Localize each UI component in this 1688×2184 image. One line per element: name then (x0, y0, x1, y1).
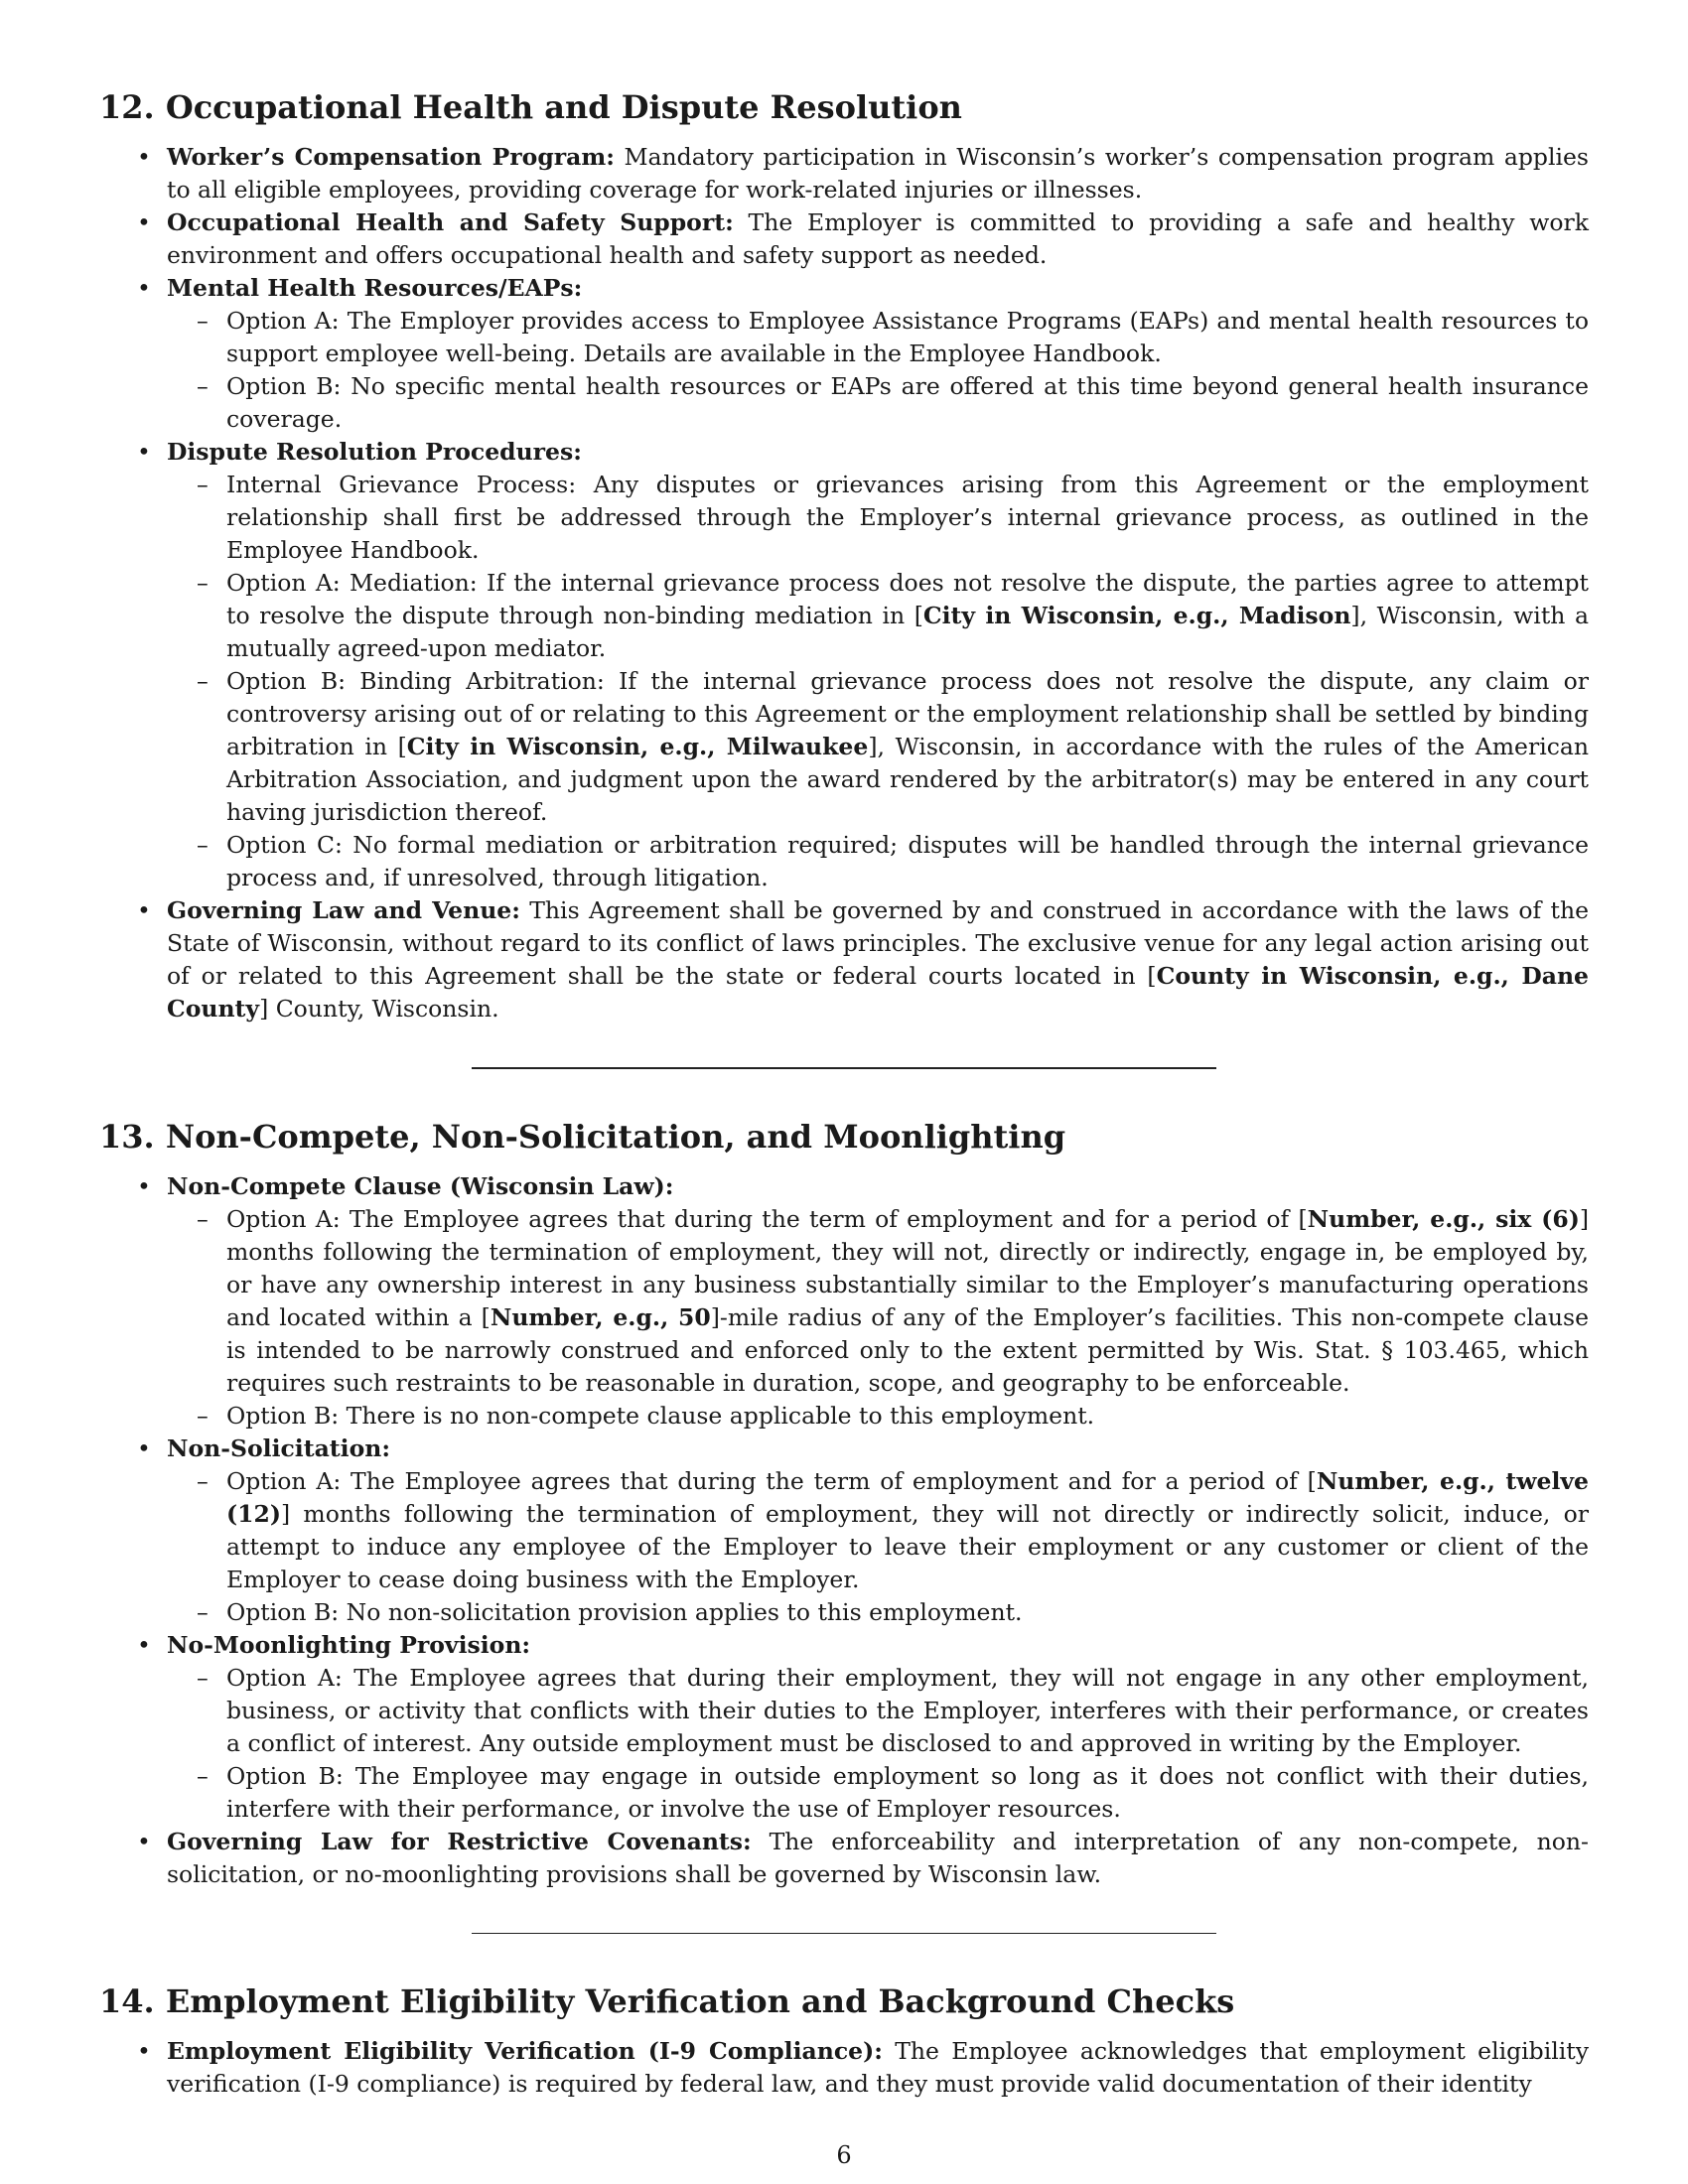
item-text: The enforceability and interpretation of any non-compete, non-solicitation, or no-moonlighting provisions shall be governed by Wisconsin law. (167, 1828, 1589, 1888)
sub-list (167, 1465, 1589, 1629)
sub-item (226, 305, 1589, 370)
sub-text: Option B: No specific mental health resources or EAPs are offered at this time beyond general health insurance coverage. (226, 372, 1589, 433)
sub-text: Option A: The Employee agrees that during their employment, they will not engage in any other employment, business, or activity that conflicts with their duties to the Employer, interferes with their performance, or creates a conflict of interest. Any outside employment must be disclosed to and approved in writing by the Employer. (226, 1664, 1589, 1757)
document-page (99, 87, 1589, 2101)
sub-text: ], Wisconsin, in accordance with the rules of the American Arbitration Association, and judgment upon the award rendered by the arbitrator(s) may be entered in any court having jurisdiction thereof. (226, 733, 1590, 826)
section-13 (99, 1117, 1589, 1891)
sub-text: Option A: The Employer provides access to Employee Assistance Programs (EAPs) and mental health resources to support employee well-being. Details are available in the Employee Handbook. (226, 307, 1589, 367)
sub-item (226, 469, 1589, 567)
item-lead: Occupational Health and Safety Support: (167, 208, 734, 236)
section-divider (472, 1067, 1216, 1069)
item-lead: Worker’s Compensation Program: (167, 143, 615, 171)
item-text: This Agreement shall be governed by and construed in accordance with the laws of the State of Wisconsin, without regard to its conflict of laws principles. The exclusive venue for any legal action arising out of or related to this Agreement shall be the state or federal courts located in [ (167, 896, 1589, 990)
item-lead: Governing Law and Venue: (167, 896, 520, 924)
item-lead: Governing Law for Restrictive Covenants: (167, 1828, 752, 1855)
list-item (167, 1433, 1589, 1629)
section-14 (99, 1981, 1589, 2101)
item-text: Mandatory participation in Wisconsin’s worker’s compensation program applies to all eligible employees, providing coverage for work-related injuries or illnesses. (167, 143, 1589, 204)
sub-text: Option A: Mediation: If the internal grievance process does not resolve the dispute, the parties agree to attempt to resolve the dispute through non-binding mediation in [ (226, 569, 1589, 629)
item-lead: No-Moonlighting Provision: (167, 1631, 531, 1659)
sub-item (226, 829, 1589, 894)
item-text: The Employer is committed to providing a safe and healthy work environment and offers occupational health and safety support as needed. (167, 208, 1589, 269)
sub-text: Option B: The Employee may engage in outside employment so long as it does not conflict with their duties, interfere with their performance, or involve the use of Employer resources. (226, 1762, 1589, 1823)
item-text: The Employee acknowledges that employment eligibility verification (I-9 compliance) is required by federal law, and they must provide valid documentation of their identity (167, 2037, 1589, 2098)
section-heading: 14. Employment Eligibility Verification and Background Checks (99, 1982, 1235, 2020)
sub-list (167, 469, 1589, 894)
sub-list (167, 1203, 1589, 1433)
sub-item (226, 1400, 1589, 1433)
item-lead: Non-Solicitation: (167, 1434, 391, 1462)
section-divider (472, 1933, 1216, 1934)
sub-text: ] months following the termination of employment, they will not, directly or indirectly, engage in, be employed by, or have any ownership interest in any business substantially similar to the Employer’s manufacturing operations and located within a [ (226, 1205, 1589, 1331)
sub-text: ]-mile radius of any of the Employer’s facilities. This non-compete clause is intended to be narrowly construed and enforced only to the extent permitted by Wis. Stat. § 103.465, which requires such restraints to be reasonable in duration, scope, and geography to be enforceable. (226, 1303, 1589, 1397)
sub-text: Internal Grievance Process: Any disputes or grievances arising from this Agreement or the employment relationship shall first be addressed through the Employer’s internal grievance process, as outlined in the Employee Handbook. (226, 471, 1589, 564)
list-item (167, 141, 1589, 206)
list-item (167, 272, 1589, 436)
section-heading: 12. Occupational Health and Dispute Resolution (99, 88, 962, 126)
sub-text: Option A: The Employee agrees that during the term of employment and for a period of [ (226, 1205, 1308, 1233)
sub-text: Option B: No non-solicitation provision applies to this employment. (226, 1598, 1023, 1626)
item-lead: Dispute Resolution Procedures: (167, 438, 582, 466)
sub-item (226, 665, 1589, 829)
section-heading: 13. Non-Compete, Non-Solicitation, and Moonlighting (99, 1118, 1066, 1156)
sub-item (226, 370, 1589, 436)
sub-item (226, 1203, 1589, 1400)
item-lead: Mental Health Resources/EAPs: (167, 274, 583, 302)
sub-text: Option A: The Employee agrees that during the term of employment and for a period of [ (226, 1467, 1317, 1495)
sub-list (167, 305, 1589, 436)
list-item (167, 1826, 1589, 1891)
page-number: 6 (836, 2141, 852, 2169)
placeholder-field: Number, e.g., twelve (12) (226, 1467, 1589, 1528)
sub-text: Option B: There is no non-compete clause applicable to this employment. (226, 1402, 1095, 1430)
sub-item (226, 1760, 1589, 1826)
placeholder-field: Number, e.g., six (6) (1307, 1205, 1580, 1233)
placeholder-field: County in Wisconsin, e.g., Dane County (167, 962, 1589, 1023)
bullet-list (99, 2035, 1589, 2101)
sub-item (226, 1662, 1589, 1760)
list-item (167, 2035, 1589, 2101)
list-item (167, 206, 1589, 272)
bullet-list (99, 141, 1589, 1025)
sub-text: ], Wisconsin, with a mutually agreed-upon mediator. (226, 602, 1589, 662)
sub-text: Option B: Binding Arbitration: If the internal grievance process does not resolve the dispute, any claim or controversy arising out of or relating to this Agreement or the employment relationship shall be settled by binding arbitration in [ (226, 667, 1589, 760)
sub-item (226, 1596, 1589, 1629)
sub-item (226, 1465, 1589, 1596)
item-lead: Employment Eligibility Verification (I-9 Compliance): (167, 2037, 883, 2065)
list-item (167, 894, 1589, 1025)
sub-text: Option C: No formal mediation or arbitration required; disputes will be handled through the internal grievance process and, if unresolved, through litigation. (226, 831, 1589, 891)
sub-list (167, 1662, 1589, 1826)
section-12 (99, 87, 1589, 1025)
list-item (167, 1170, 1589, 1433)
bullet-list (99, 1170, 1589, 1891)
item-lead: Non-Compete Clause (Wisconsin Law): (167, 1172, 674, 1200)
list-item (167, 1629, 1589, 1826)
sub-text: ] months following the termination of employment, they will not directly or indirectly solicit, induce, or attempt to induce any employee of the Employer to leave their employment or any customer or client of the Employer to cease doing business with the Employer. (226, 1500, 1589, 1593)
sub-item (226, 567, 1589, 665)
placeholder-field: City in Wisconsin, e.g., Milwaukee (406, 733, 869, 760)
list-item (167, 436, 1589, 894)
item-text: ] County, Wisconsin. (259, 995, 499, 1023)
placeholder-field: City in Wisconsin, e.g., Madison (922, 602, 1351, 629)
placeholder-field: Number, e.g., 50 (490, 1303, 711, 1331)
